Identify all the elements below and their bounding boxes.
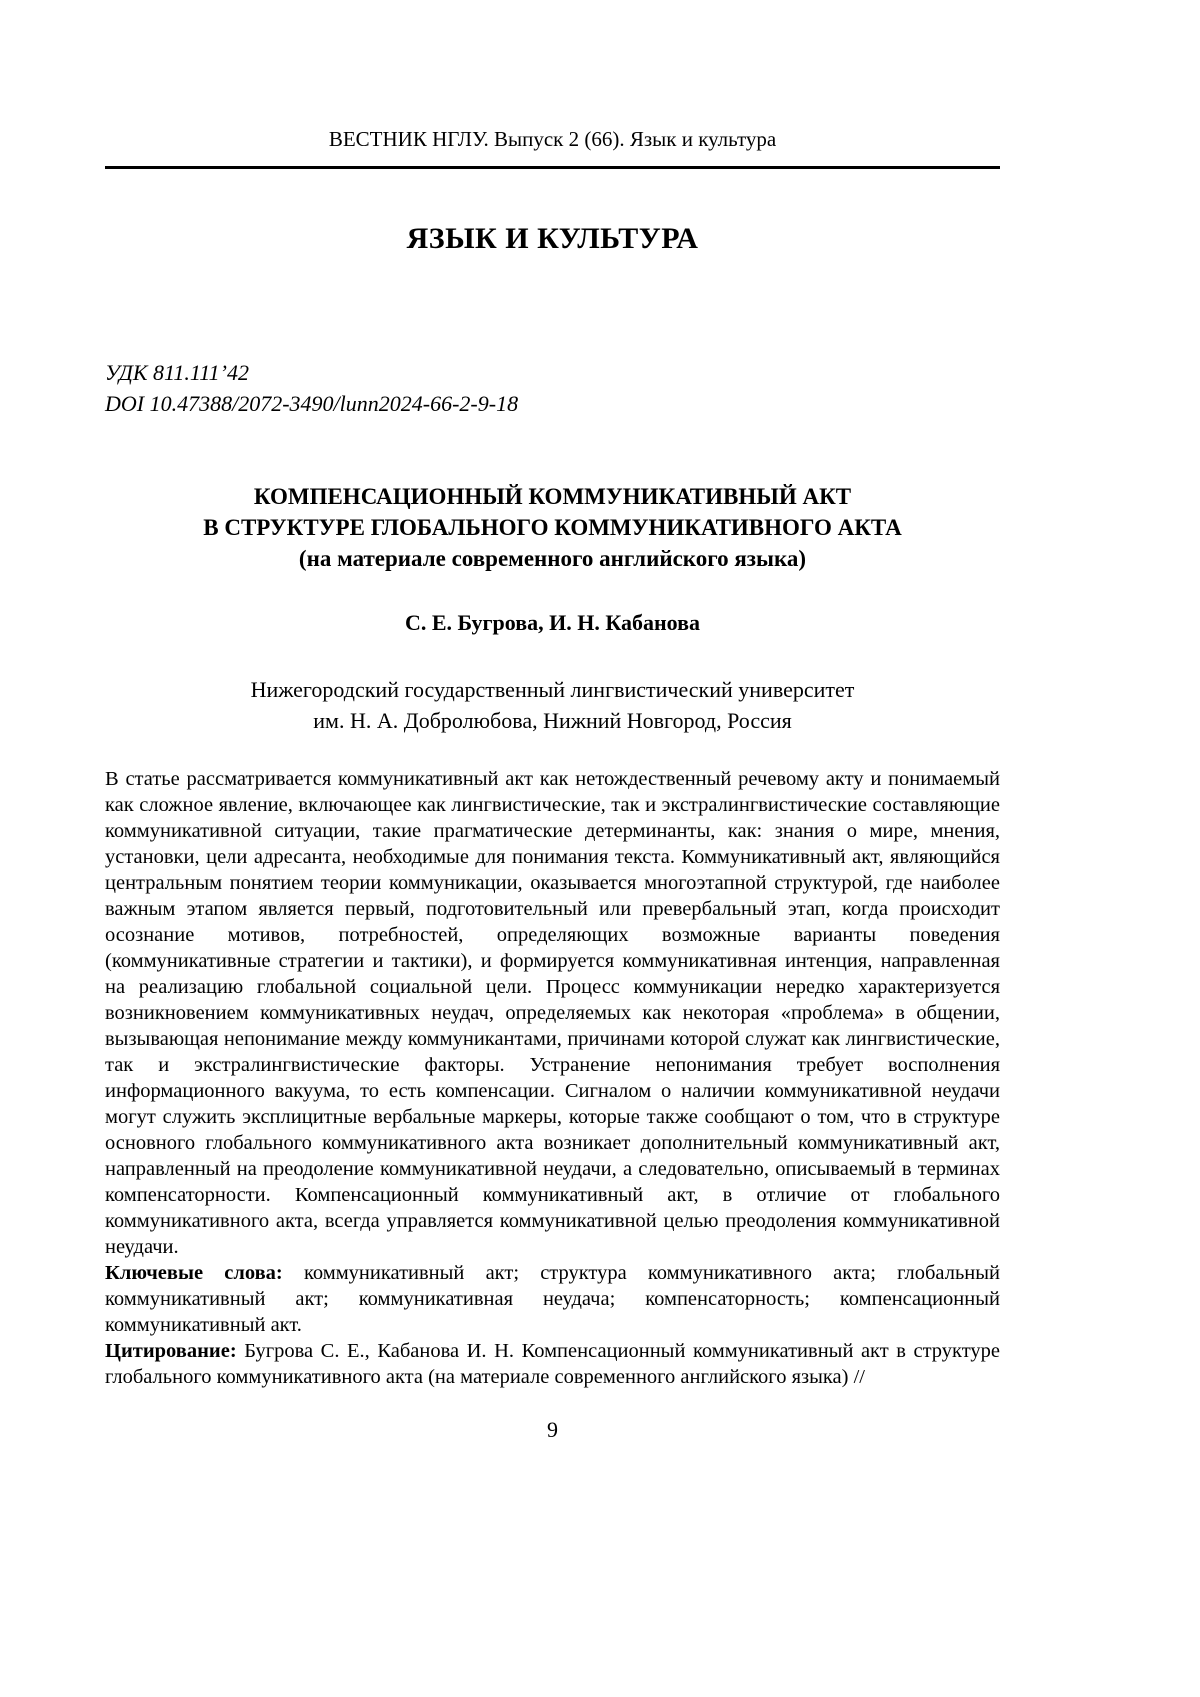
affiliation-line-1: Нижегородский государственный лингвистический университет (250, 677, 855, 702)
section-title: ЯЗЫК И КУЛЬТУРА (406, 222, 699, 255)
citation-text: Бугрова С. Е., Кабанова И. Н. Компенсационный коммуникативный акт в структуре глобального коммуникативного акта (на материале современного английского языка) // (105, 1340, 1000, 1388)
abstract-paragraph: В статье рассматривается коммуникативный акт как нетождественный речевому акту и понимаемый как сложное явление, включающее как лингвистические, так и экстралингвистические составляющие коммуникативной ситуации, такие прагматические детерминанты, как: знания о мире, мнения, установки, цели адресанта, необходимые для понимания текста. Коммуникативный акт, являющийся центральным понятием теории коммуникации, оказывается многоэтапной структурой, где наиболее важным этапом является первый, подготовительный или превербальный этап, когда происходит осознание мотивов, потребностей, определяющих возможные варианты поведения (коммуникативные стратегии и тактики), и формируется коммуникативная интенция, направленная на реализацию глобальной социальной цели. Процесс коммуникации нередко характеризуется возникновением коммуникативных неудач, определяемых как некоторая «проблема» в общении, вызывающая непонимание между коммуникантами, причинами которой служат как лингвистические, так и экстралингвистические факторы. Устранение непонимания требует восполнения информационного вакуума, то есть компенсации. Сигналом о наличии коммуникативной неудачи могут служить эксплицитные вербальные маркеры, которые также сообщают о том, что в структуре основного глобального коммуникативного акта возникает дополнительный коммуникативный акт, направленный на преодоление коммуникативной неудачи, а следовательно, описываемый в терминах компенсаторности. Компенсационный коммуникативный акт, в отличие от глобального коммуникативного акта, всегда управляется коммуникативной целью преодоления коммуникативной неудачи. (105, 768, 1000, 1258)
header-rule (105, 166, 1000, 169)
udc-line: УДК 811.111’42 (105, 360, 249, 385)
authors: С. Е. Бугрова, И. Н. Кабанова (404, 610, 700, 635)
keywords-paragraph (105, 1260, 1000, 1338)
affiliation-line-2: им. Н. А. Добролюбова, Нижний Новгород, Россия (313, 708, 792, 733)
keywords-text: коммуникативный акт; структура коммуникативного акта; глобальный коммуникативный акт; коммуникативная неудача; компенсаторность; компенсационный коммуникативный акт. (105, 1262, 1001, 1336)
article-title-line-3: (на материале современного английского языка) (298, 546, 807, 571)
article-title (105, 481, 1000, 574)
keywords-label: Ключевые слова: (105, 1262, 283, 1284)
article-title-line-2: В СТРУКТУРЕ ГЛОБАЛЬНОГО КОММУНИКАТИВНОГО АКТА (203, 515, 902, 540)
page-number: 9 (547, 1417, 558, 1442)
running-header: ВЕСТНИК НГЛУ. Выпуск 2 (66). Язык и культура (328, 127, 777, 151)
affiliation (105, 674, 1000, 736)
citation-label: Цитирование: (105, 1340, 237, 1362)
citation-paragraph (105, 1338, 1000, 1390)
article-title-line-1: КОМПЕНСАЦИОННЫЙ КОММУНИКАТИВНЫЙ АКТ (253, 484, 852, 509)
udc-doi-block (105, 357, 1000, 419)
doi-line: DOI 10.47388/2072-3490/lunn2024-66-2-9-18 (105, 391, 519, 416)
